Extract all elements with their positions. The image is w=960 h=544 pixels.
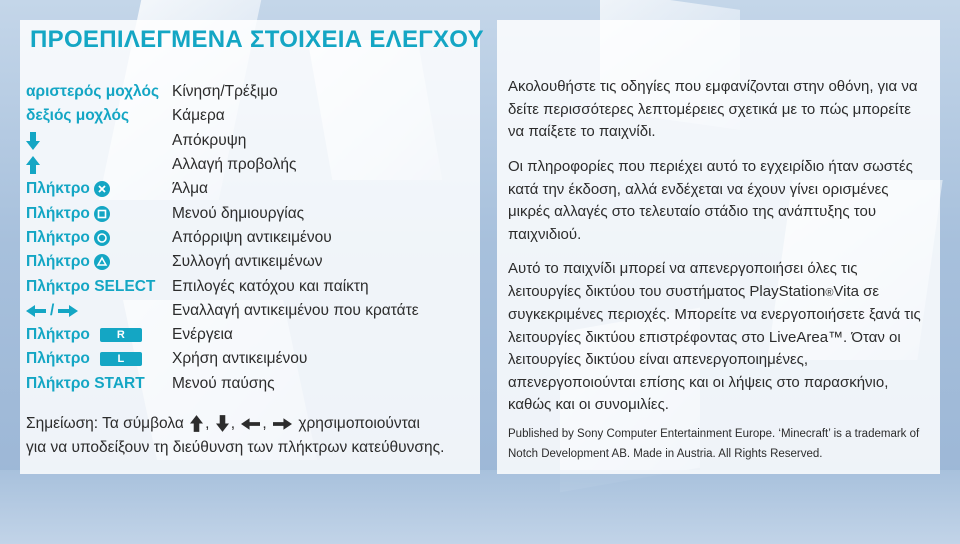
control-key: Πλήκτρο [26,253,90,271]
control-row [26,372,476,396]
control-action: Συλλογή αντικειμένων [172,253,323,271]
l-button-icon: L [100,352,142,366]
controls-list [26,80,476,396]
control-row [26,104,476,128]
control-key: δεξιός μοχλός [26,107,130,125]
control-key: Πλήκτρο [26,326,90,344]
control-row [26,323,476,347]
control-action: Κίνηση/Τρέξιμο [172,83,278,101]
control-row [26,177,476,201]
control-action: Μενού δημιουργίας [172,204,305,222]
control-key: Πλήκτρο SELECT [26,277,156,295]
control-key: Πλήκτρο [26,180,90,198]
down-arrow-icon [26,132,40,150]
control-action: Ενέργεια [172,326,233,344]
control-action: Εναλλαγή αντικειμένου που κρατάτε [172,301,419,319]
info-panel [497,20,940,474]
up-arrow-icon [26,156,40,174]
triangle-button-icon [94,254,110,270]
control-row [26,226,476,250]
network-paragraph: Αυτό το παιχνίδι μπορεί να απενεργοποιήσει όλες τις λειτουργίες δικτύου του συστήματος PlayStation®Vita σε συγκεκριμένες περιοχές. Μπορείτε να ενεργοποιήσετε ξανά τις λειτουργίες δικτύου επιστρέφοντας στο LiveArea™. Όταν οι λειτουργίες δικτύου είναι απενεργοποιημένες, απενεργοποιούνται επίσης και οι λήψεις στο παρασκήνιο, καθώς και οι συνομιλίες. [508,260,921,413]
control-key: Πλήκτρο START [26,374,145,392]
circle-button-icon [94,230,110,246]
control-action: Μενού παύσης [172,374,275,392]
arrow-separator: / [50,301,55,319]
control-row [26,129,476,153]
control-row [26,347,476,371]
controls-panel [20,20,484,474]
left-arrow-icon [241,418,260,430]
legal-text: Published by Sony Computer Entertainment Europe. ‘Minecraft’ is a trademark of Notch Development AB. Made in Austria. All Rights Reserved. [508,428,920,460]
page-title: ΠΡΟΕΠΙΛΕΓΜΕΝΑ ΣΤΟΙΧΕΙΑ ΕΛΕΓΧΟΥ [30,26,484,53]
cross-button-icon [94,181,110,197]
accuracy-paragraph: Οι πληροφορίες που περιέχει αυτό το εγχειρίδιο ήταν σωστές κατά την έκδοση, αλλά ενδέχεται να έχουν γίνει ορισμένες μικρές αλλαγές στο τελευταίο στάδιο της ανάπτυξης του παιχνιδιού. [508,158,913,243]
right-arrow-icon [273,418,292,430]
control-row [26,299,476,323]
direction-note: Σημείωση: Τα σύμβολα , , , χρησιμοποιούνται για να υποδείξουν τη διεύθυνση των πλήκτρων κατεύθυνσης. [26,415,445,456]
control-action: Χρήση αντικειμένου [172,350,308,368]
control-row [26,201,476,225]
control-row [26,250,476,274]
control-key: αριστερός μοχλός [26,83,159,101]
control-key: Πλήκτρο [26,228,90,246]
control-key: Πλήκτρο [26,350,90,368]
up-arrow-icon [190,415,203,432]
control-row [26,80,476,104]
right-arrow-icon [58,305,78,317]
control-action: Απόρριψη αντικειμένου [172,228,332,246]
instructions-paragraph: Ακολουθήστε τις οδηγίες που εμφανίζονται στην οθόνη, για να δείτε περισσότερες λεπτομέρειες σχετικά με το πώς μπορείτε να παίξετε το παιχνίδι. [508,78,918,140]
left-arrow-icon [26,305,46,317]
control-key: Πλήκτρο [26,204,90,222]
control-row [26,153,476,177]
control-action: Αλλαγή προβολής [172,156,297,174]
r-button-icon: R [100,328,142,342]
control-row [26,274,476,298]
control-action: Κάμερα [172,107,225,125]
control-action: Επιλογές κατόχου και παίκτη [172,277,369,295]
control-action: Απόκρυψη [172,131,247,149]
down-arrow-icon [216,415,229,432]
control-action: Άλμα [172,180,208,198]
square-button-icon [94,206,110,222]
